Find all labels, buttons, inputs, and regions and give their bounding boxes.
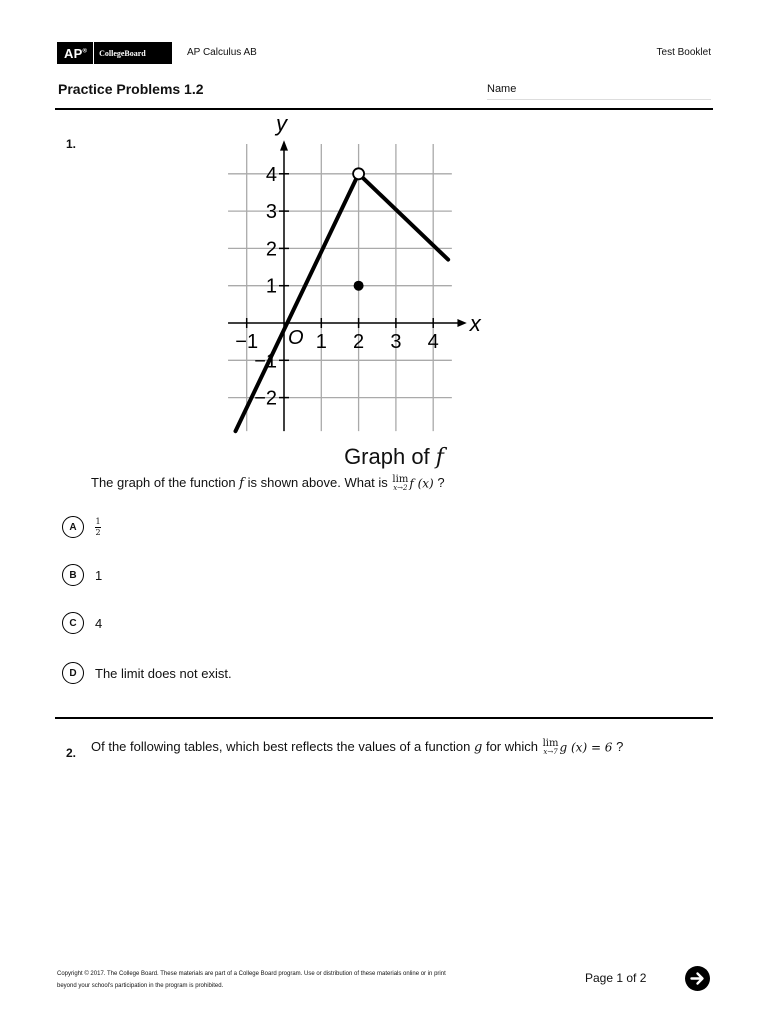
- graph-caption-fn: f: [435, 445, 444, 470]
- copyright-notice: [57, 968, 517, 992]
- page-indicator: Page 1 of 2: [585, 971, 647, 985]
- q1-limit: [392, 475, 408, 492]
- question-2-number: 2.: [66, 746, 77, 760]
- next-page-button[interactable]: [685, 966, 710, 991]
- x-tick-label: 2: [353, 331, 365, 353]
- x-axis-arrow: [457, 319, 466, 327]
- y-tick-label: 1: [265, 275, 277, 298]
- q2-prompt-end: ?: [616, 739, 624, 754]
- f-segment: [359, 174, 449, 260]
- x-tick-label: −1: [235, 331, 259, 353]
- q2-lim-sub: x→7: [543, 748, 558, 757]
- q2-prompt-fn: g: [474, 740, 483, 755]
- y-tick-label: −1: [254, 350, 277, 373]
- y-tick-label: −2: [254, 387, 277, 410]
- x-axis-label: x: [469, 311, 481, 336]
- name-field-label: Name: [487, 83, 517, 95]
- closed-point: [354, 281, 364, 291]
- ap-logo-text: AP®: [64, 45, 88, 61]
- choice-d-bubble[interactable]: D: [62, 662, 84, 684]
- choice-b[interactable]: [62, 564, 102, 586]
- question-2-prompt: [91, 739, 623, 756]
- choice-a-bubble[interactable]: A: [62, 516, 84, 538]
- arrow-right-icon: [690, 971, 705, 986]
- q1-lim-expr: f (x): [409, 476, 434, 491]
- question-1-number: 1.: [66, 137, 77, 151]
- question-divider: [55, 717, 713, 719]
- choice-a-denominator: 2: [95, 527, 101, 537]
- open-point: [353, 168, 364, 179]
- q2-lim-top: lim: [542, 738, 559, 750]
- x-tick-label: 4: [427, 331, 439, 353]
- choice-a-numerator: 1: [95, 516, 101, 526]
- choice-c-bubble[interactable]: C: [62, 612, 84, 634]
- q1-lim-top: lim: [392, 474, 409, 486]
- page-title: Practice Problems 1.2: [58, 81, 204, 97]
- q2-lim-expr: g (x) = 6: [559, 740, 613, 755]
- q2-prompt-before: Of the following tables, which best reflects the values of a function: [91, 739, 471, 754]
- choice-a-fraction: [95, 518, 101, 537]
- q1-prompt-mid: is shown above. What is: [247, 475, 388, 490]
- q1-prompt-before: The graph of the function: [91, 475, 236, 490]
- f-segment: [236, 174, 359, 431]
- question-1-prompt: [91, 475, 445, 492]
- copyright-line-1: Copyright © 2017. The College Board. These materials are part of a College Board program. Use or distribution of these materials online or in print: [57, 971, 446, 977]
- choice-d[interactable]: [62, 662, 232, 684]
- y-tick-label: 2: [265, 238, 277, 261]
- y-axis-label: y: [276, 118, 287, 136]
- y-tick-label: 4: [265, 163, 277, 186]
- q1-prompt-end: ?: [437, 475, 445, 490]
- origin-label: O: [288, 327, 304, 349]
- choice-a[interactable]: [62, 516, 101, 538]
- header-rule: [55, 108, 713, 110]
- q1-lim-sub: x→2: [393, 484, 408, 493]
- graph-caption: [0, 444, 768, 470]
- ap-collegeboard-logo: [57, 42, 172, 64]
- booklet-label: Test Booklet: [656, 47, 711, 58]
- q1-prompt-fn: f: [239, 476, 244, 491]
- choice-d-text: The limit does not exist.: [95, 665, 232, 681]
- y-tick-label: 3: [265, 201, 277, 224]
- graph-ticks: [235, 164, 438, 410]
- q2-limit: [543, 739, 559, 756]
- x-tick-label: 3: [390, 331, 402, 353]
- copyright-line-2: beyond your school's participation in the program is prohibited.: [57, 983, 224, 989]
- x-tick-label: 1: [315, 331, 327, 353]
- choice-b-text: 1: [95, 567, 103, 583]
- collegeboard-logo-text: CollegeBoard: [99, 48, 146, 58]
- choice-c-text: 4: [95, 615, 103, 631]
- graph-caption-prefix: Graph of: [344, 444, 436, 469]
- choice-c[interactable]: [62, 612, 102, 634]
- graph-of-f: [160, 118, 640, 478]
- choice-b-bubble[interactable]: B: [62, 564, 84, 586]
- name-field-line[interactable]: [487, 99, 711, 100]
- y-axis-arrow: [280, 140, 288, 150]
- course-name: AP Calculus AB: [187, 47, 257, 58]
- q2-prompt-mid: for which: [485, 739, 538, 754]
